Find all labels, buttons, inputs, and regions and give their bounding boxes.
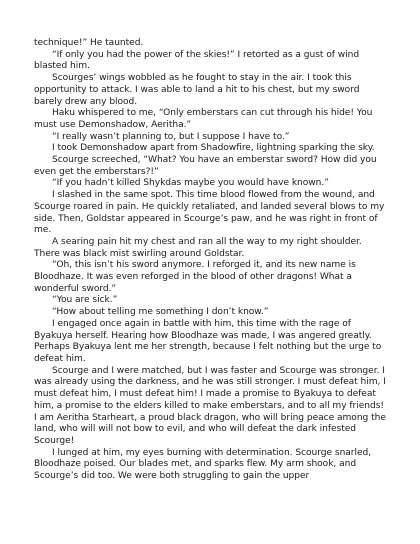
paragraph: “How about telling me something I don’t know.” [52,307,269,318]
paragraph: “You are sick.” [52,295,118,306]
paragraph: Haku whispered to me, “Only emberstars can cut through his hide! You must use Demonshadow, Aeritha.” [34,108,373,130]
paragraph: I engaged once again in battle with him, this time with the rage of Byakuya herself. Hearing how Bloodhaze was made, I was angered greatly. Perhaps Byakuya lent me her strength, because I felt nothing but the urge to defeat him. [34,318,382,364]
paragraph: “If only you had the power of the skies!” I retorted as a gust of wind blasted him. [34,49,360,72]
paragraph: “If you hadn’t killed Shykdas maybe you would have known.” [52,178,329,189]
paragraph: I took Demonshadow apart from Shadowfire, lightning sparking the sky. [52,143,375,154]
paragraph: I lunged at him, my eyes burning with determination. Scourge snarled, Bloodhaze poised. Our blades met, and sparks flew. My arm shook, and Scourge’s did too. We were both struggling to gain the upper [34,447,372,482]
paragraph: Scourges’ wings wobbled as he fought to stay in the air. I took this opportunity to attack. I was able to land a hit to his chest, but my sword barely drew any blood. [34,73,360,107]
paragraph: I slashed in the same spot. This time blood flowed from the wound, and Scourge roared in pain. He quickly retaliated, and landed several blows to my side. Then, Goldstar appeared in Scourge’s paw, and he was right in front of me. [34,190,385,236]
paragraph: “Oh, this isn’t his sword anymore. I reforged it, and its new name is Bloodhaze. It was even reforged in the blood of other dragons! What a wonderful sword.” [34,260,356,294]
paragraph: “I really wasn’t planning to, but I suppose I have to.” [52,131,290,142]
paragraph: Scourge screeched, “What? You have an emberstar sword? How did you even get the emberstars?!” [34,155,377,177]
paragraph: technique!” He taunted. [34,38,144,48]
body-text [34,38,386,483]
paragraph: Scourge and I were matched, but I was faster and Scourge was stronger. I was already using the darkness, and he was still stronger. I must defeat him, I must defeat him, I must defeat him! I made a promise to Byakuya to defeat him, a promise to the elders killed to make emberstars, and to all my friends! I am Aeritha Starheart, a proud black dragon, who will bring peace among the land, who will will not bow to evil, and who will defeat the dark infested Scourge! [34,365,386,446]
paragraph: A searing pain hit my chest and ran all the way to my right shoulder. There was black mist swirling around Goldstar. [34,236,362,259]
